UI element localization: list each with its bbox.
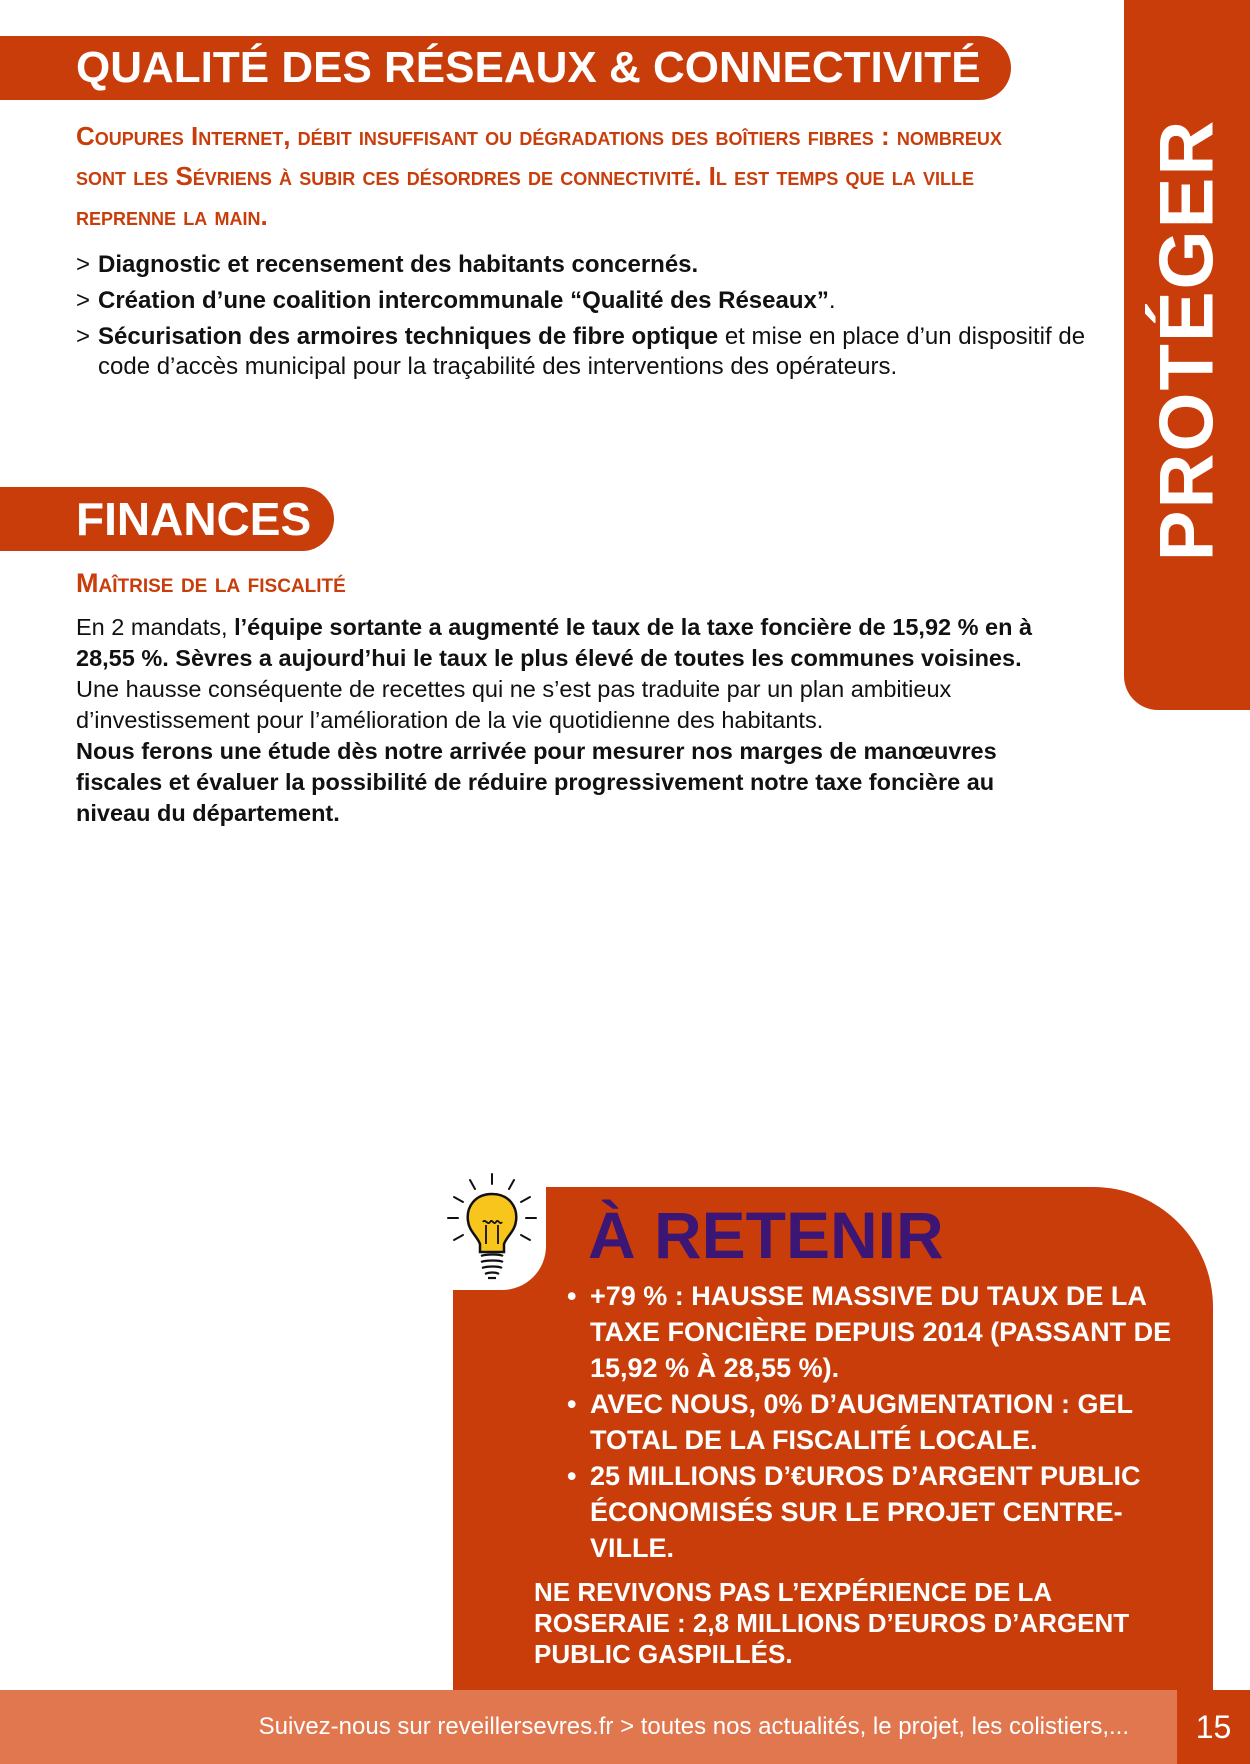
- footer-text: Suivez-nous sur reveillersevres.fr > toutes nos actualités, le projet, les colistiers,...: [258, 1713, 1129, 1740]
- bullet-dot: •: [567, 1281, 577, 1311]
- page-number: 15: [1177, 1690, 1250, 1764]
- bullet-dot: •: [567, 1389, 577, 1419]
- list-item: [76, 250, 1086, 280]
- side-tab: [1124, 0, 1250, 710]
- finances-paragraph-1: [76, 612, 1066, 674]
- finances-body: [76, 612, 1066, 829]
- bullet-arrow: >: [76, 287, 91, 314]
- retenir-title: À RETENIR: [588, 1198, 944, 1272]
- retenir-item-text: 25 MILLIONS D’€UROS D’ARGENT PUBLIC ÉCONOMISÉS SUR LE PROJET CENTRE-VILLE.: [590, 1461, 1141, 1563]
- finances-para1-normal: En 2 mandats,: [76, 614, 235, 640]
- section-title-networks: QUALITÉ DES RÉSEAUX & CONNECTIVITÉ: [0, 36, 1011, 100]
- finances-para1-bold: l’équipe sortante a augmenté le taux de la taxe foncière de 15,92 % en à 28,55 %. Sèvres a aujourd’hui le taux le plus élevé de toutes les communes voisines.: [76, 614, 1033, 671]
- bullet-bold-text: Sécurisation des armoires techniques de fibre optique: [98, 323, 719, 350]
- bullet-arrow: >: [76, 251, 91, 278]
- list-item: [567, 1386, 1197, 1458]
- bullet-bold-text: Diagnostic et recensement des habitants concernés.: [98, 251, 699, 278]
- networks-bullet-list: [76, 250, 1086, 388]
- list-item: [567, 1278, 1197, 1386]
- retenir-closing: NE REVIVONS PAS L’EXPÉRIENCE DE LA ROSERAIE : 2,8 MILLIONS D’EUROS D’ARGENT PUBLIC GASPILLÉS.: [534, 1577, 1130, 1669]
- bullet-arrow: >: [76, 323, 91, 350]
- bullet-dot: •: [567, 1461, 577, 1491]
- footer: [0, 1690, 1177, 1764]
- finances-paragraph-3: [76, 736, 1066, 829]
- retenir-list: [567, 1278, 1197, 1566]
- list-item: [76, 322, 1086, 382]
- bullet-text: et mise en place d’un dispositif de code d’accès municipal pour la traçabilité des interventions des opérateurs.: [98, 323, 1086, 380]
- finances-para3-bold: Nous ferons une étude dès notre arrivée pour mesurer nos marges de manœuvres fiscales et évaluer la possibilité de réduire progressivement notre taxe foncière au niveau du département.: [76, 738, 997, 826]
- retenir-item-text: AVEC NOUS, 0% D’AUGMENTATION : GEL TOTAL DE LA FISCALITÉ LOCALE.: [590, 1389, 1133, 1455]
- retenir-item-text: +79 % : HAUSSE MASSIVE DU TAUX DE LA TAXE FONCIÈRE DEPUIS 2014 (PASSANT DE 15,92 % À 28,55 %).: [590, 1281, 1172, 1383]
- list-item: [567, 1458, 1197, 1566]
- finances-paragraph-2: Une hausse conséquente de recettes qui ne s’est pas traduite par un plan ambitieux d’investissement pour l’amélioration de la vie quotidienne des habitants.: [76, 676, 952, 733]
- section-title-finances: FINANCES: [0, 487, 334, 551]
- networks-intro: Coupures Internet, débit insuffisant ou dégradations des boîtiers fibres : nombreux sont les Sévriens à subir ces désordres de connectivité. Il est temps que la ville reprenne la main.: [76, 121, 1002, 231]
- bullet-bold-text: Création d’une coalition intercommunale “Qualité des Réseaux”: [98, 287, 829, 314]
- list-item: [76, 286, 1086, 316]
- bullet-text: .: [828, 287, 836, 314]
- lightbulb-icon: [440, 1170, 544, 1286]
- finances-subtitle: Maîtrise de la fiscalité: [76, 568, 346, 598]
- side-tab-label: PROTÉGER: [1144, 118, 1230, 562]
